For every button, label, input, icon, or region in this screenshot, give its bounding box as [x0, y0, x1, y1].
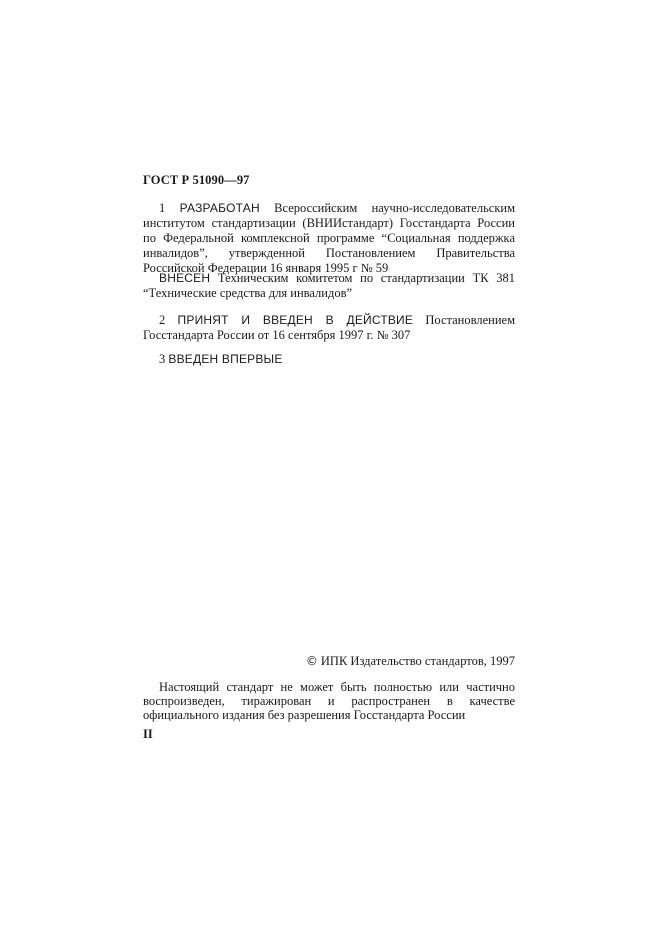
item-number: 2	[159, 313, 178, 327]
item-heading: РАЗРАБОТАН	[179, 201, 260, 215]
item-heading: ВНЕСЕН	[159, 271, 211, 285]
item-adopted	[143, 313, 515, 343]
page-number: II	[143, 727, 153, 741]
item-text: Техническим комитетом по стандартизации ТК 381 “Технические средства для инвалидов”	[143, 271, 515, 300]
item-text: Всероссийским научно-исследовательским институтом стандартизации (ВНИИстандарт) Госстандарта России по Федеральной комплексной программе “Социальная поддержка инвалидов”, утвержденной Постановлением Правительства Российской Федерации 16 января 1995 г № 59	[143, 201, 516, 275]
notice-text: Настоящий стандарт не может быть полностью или частично воспроизведен, тиражирован и распространен в качестве официального издания без разрешения Госстандарта России	[143, 680, 515, 722]
copyright-icon: ©	[305, 654, 318, 668]
item-heading: ПРИНЯТ И ВВЕДЕН В ДЕЙСТВИЕ	[177, 313, 414, 327]
copyright-line	[143, 654, 515, 669]
item-text: Постановлением Госстандарта России от 16 сентября 1997 г. № 307	[143, 313, 515, 342]
item-number: 1	[159, 201, 180, 215]
item-number: 3	[159, 352, 169, 366]
reproduction-notice	[143, 680, 515, 722]
document-header: ГОСТ Р 51090—97	[143, 173, 250, 187]
item-first-introduced	[143, 352, 515, 367]
item-introduced	[143, 271, 515, 301]
item-developed	[143, 201, 515, 276]
item-heading: ВВЕДЕН ВПЕРВЫЕ	[168, 352, 283, 366]
copyright-text: ИПК Издательство стандартов, 1997	[320, 654, 515, 668]
